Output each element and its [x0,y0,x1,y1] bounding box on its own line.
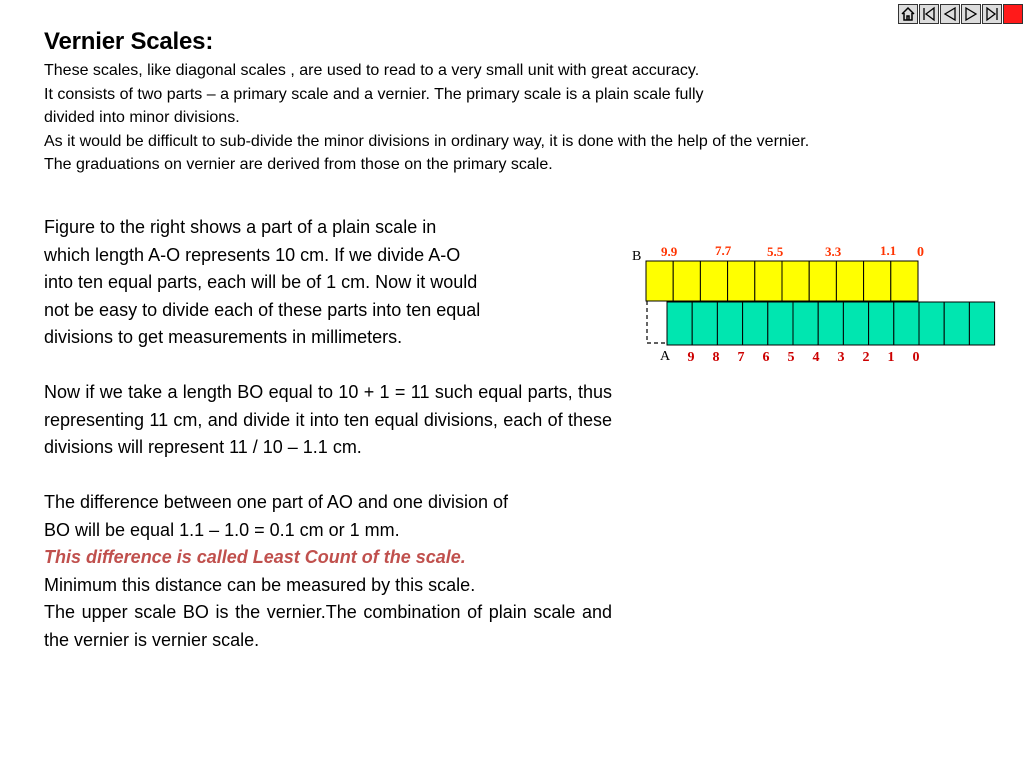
main-scale-label: 8 [712,350,720,365]
intro-line: It consists of two parts – a primary scale and a vernier. The primary scale is a plain scale fully [44,85,704,103]
main-scale-division [717,302,742,345]
body-line: not be easy to divide each of these parts into ten equal [44,299,481,320]
vernier-division [728,261,755,301]
vernier-figure [620,235,1004,375]
main-scale-label: 6 [762,350,770,365]
vernier-label: 7.7 [715,243,732,258]
main-scale-division [843,302,868,345]
vernier-division [755,261,782,301]
last-slide-button[interactable] [982,4,1002,24]
main-scale-label: 1 [887,350,895,365]
vernier-division [891,261,918,301]
main-scale-division [944,302,969,345]
home-icon [900,6,916,22]
main-scale-label: 5 [787,350,795,365]
vernier-label: 3.3 [825,244,842,259]
main-scale-division [919,302,944,345]
vernier-division [673,261,700,301]
vernier-label: 0 [917,245,924,260]
body-line: BO will be equal 1.1 – 1.0 = 0.1 cm or 1 mm. [44,519,400,540]
main-scale-division [969,302,994,345]
main-scale-division [743,302,768,345]
main-scale-division [768,302,793,345]
main-scale-division [869,302,894,345]
body-line: which length A-O represents 10 cm. If we divide A-O [44,244,461,265]
vernier-division [864,261,891,301]
intro-text [44,59,984,177]
slide-navigation [897,4,1023,24]
intro-line: divided into minor divisions. [44,109,240,126]
previous-slide-button[interactable] [940,4,960,24]
vernier-label: 9.9 [661,244,678,259]
main-scale-label: 3 [837,350,845,365]
vernier-division [646,261,673,301]
intro-line: As it would be difficult to sub-divide the minor divisions in ordinary way, it is done with the help of the vernier. [44,132,810,150]
vernier-scale [646,261,918,301]
body-line: divisions to get measurements in millimeters. [44,327,403,347]
next-slide-button[interactable] [961,4,981,24]
body-line: The difference between one part of AO and one division of [44,492,508,512]
stop-button[interactable] [1003,4,1023,24]
main-scale-label: 9 [687,350,695,365]
vernier-label: 5.5 [767,244,784,259]
vernier-division [700,261,727,301]
intro-line: These scales, like diagonal scales , are used to read to a very small unit with great accuracy. [44,62,700,79]
main-scale [667,302,995,345]
main-scale-division [692,302,717,345]
page-title: Vernier Scales: [44,28,214,55]
main-scale-label: 0 [912,350,920,365]
least-count-highlight: This difference is called Least Count of the scale. [44,547,466,567]
main-scale-division [667,302,692,345]
main-scale-division [818,302,843,345]
main-scale-label: 7 [737,350,745,365]
paragraph-gap [44,352,612,380]
explanation-text [44,214,612,654]
vernier-division [836,261,863,301]
home-button[interactable] [898,4,918,24]
previous-slide-icon [942,6,958,22]
main-scale-label: 2 [862,350,870,365]
body-paragraph: Now if we take a length BO equal to 10 + 1 = 11 such equal parts, thus representing 11 cm, and divide it into ten equal divisions, each of these divisions will represent 11 / 10 – 1.1 cm. [44,382,612,457]
first-slide-icon [921,6,937,22]
last-slide-icon [984,6,1000,22]
vernier-label: 1.1 [880,243,897,258]
paragraph-gap [44,462,612,490]
body-paragraph: The upper scale BO is the vernier.The combination of plain scale and the vernier is vernier scale. [44,602,612,650]
body-line: Figure to the right shows a part of a plain scale in [44,217,437,237]
label-b: B [632,249,642,264]
main-scale-division [793,302,818,345]
vernier-division [809,261,836,301]
body-line: into ten equal parts, each will be of 1 cm. Now it would [44,272,478,292]
body-line: Minimum this distance can be measured by this scale. [44,574,476,595]
vernier-diagram [620,235,1004,370]
next-slide-icon [963,6,979,22]
main-scale-division [894,302,919,345]
first-slide-button[interactable] [919,4,939,24]
main-scale-labels [688,350,920,365]
vernier-division [782,261,809,301]
main-scale-label: 4 [812,350,820,365]
label-a: A [660,349,671,364]
intro-line: The graduations on vernier are derived from those on the primary scale. [44,156,553,173]
